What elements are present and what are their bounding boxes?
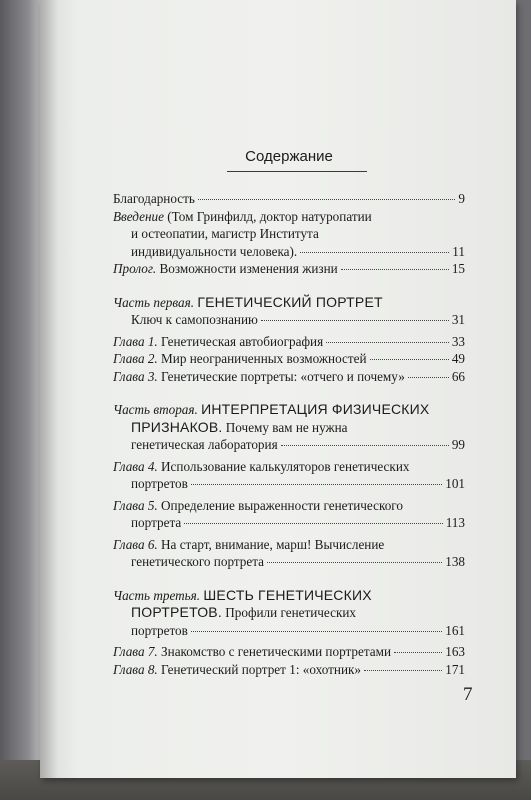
entry-page: 66 xyxy=(451,368,465,384)
entry-page: 161 xyxy=(445,622,465,638)
leader-dots xyxy=(267,562,442,563)
toc-part-3 xyxy=(113,587,465,605)
entry-text: Почему вам не нужна xyxy=(225,419,348,435)
leader-dots xyxy=(300,252,449,253)
entry-page: 11 xyxy=(452,243,465,259)
entry-page: 33 xyxy=(451,333,465,349)
toc-entry-ch4-end xyxy=(113,475,465,493)
leader-dots xyxy=(191,631,442,632)
leader-dots xyxy=(364,670,442,671)
entry-label: Глава 8. xyxy=(113,661,158,677)
entry-label: Глава 4. xyxy=(113,458,158,474)
toc-entry-ch5 xyxy=(113,497,465,515)
entry-page: 163 xyxy=(445,644,465,659)
part-title: ИНТЕРПРЕТАЦИЯ ФИЗИЧЕСКИХ xyxy=(201,401,430,417)
entry-text: генетического портрета xyxy=(131,554,265,569)
entry-page: 49 xyxy=(451,351,465,366)
toc-entry-ch5-end xyxy=(113,514,465,532)
entry-text: Генетический портрет 1: «охотник» xyxy=(161,661,362,677)
entry-page: 99 xyxy=(451,437,465,452)
leader-dots xyxy=(408,377,449,378)
leader-dots xyxy=(394,652,442,653)
entry-page: 31 xyxy=(451,312,465,327)
part-title: ШЕСТЬ ГЕНЕТИЧЕСКИХ xyxy=(203,586,372,603)
part-label: Часть первая. xyxy=(113,294,195,310)
entry-text: Возможности изменения жизни xyxy=(159,261,338,276)
entry-page: 138 xyxy=(445,554,465,569)
entry-text: На старт, внимание, марш! Вычисление xyxy=(161,536,385,552)
entry-label: Благодарность xyxy=(113,191,195,206)
entry-text: Ключ к самопознанию xyxy=(131,312,258,327)
entry-text: Генетические портреты: «отчего и почему» xyxy=(161,368,405,384)
toc-entry-ch7 xyxy=(113,643,465,661)
entry-label: Глава 3. xyxy=(113,368,158,384)
spine-shadow xyxy=(40,0,58,778)
toc-entry-intro-end xyxy=(113,243,465,261)
toc-entry-ch8 xyxy=(113,661,465,679)
entry-label: Глава 2. xyxy=(113,351,158,366)
entry-text: генетическая лаборатория xyxy=(131,437,278,452)
toc-entry-ch3 xyxy=(113,368,465,386)
leader-dots xyxy=(191,484,442,485)
entry-text: портретов xyxy=(131,476,188,491)
toc-part-2 xyxy=(113,401,465,419)
leader-dots xyxy=(261,320,449,321)
part-title: ГЕНЕТИЧЕСКИЙ ПОРТРЕТ xyxy=(197,293,383,310)
table-of-contents xyxy=(113,148,465,678)
entry-text: Определение выраженности генетического xyxy=(161,497,403,513)
entry-label: Введение xyxy=(113,208,164,224)
toc-part-2-line3 xyxy=(113,436,465,454)
leader-dots xyxy=(326,342,449,343)
entry-label: Глава 1. xyxy=(113,333,158,349)
entry-page: 9 xyxy=(458,191,465,206)
desk-surface-left xyxy=(0,0,40,800)
entry-page: 101 xyxy=(445,476,465,491)
entry-text: (Том Гринфилд, доктор натуропатии xyxy=(167,208,372,224)
toc-entry-intro xyxy=(113,208,465,226)
toc-entry-ch6 xyxy=(113,536,465,554)
entry-text: Мир неограниченных возможностей xyxy=(161,351,367,366)
entry-page: 113 xyxy=(445,515,465,530)
leader-dots xyxy=(184,523,442,524)
leader-dots xyxy=(370,359,449,360)
entry-text: портретов xyxy=(131,622,188,638)
entry-text: портрета xyxy=(131,515,182,530)
leader-dots xyxy=(281,445,449,446)
toc-entry-ch2 xyxy=(113,350,465,368)
entry-text: Использование калькуляторов генетических xyxy=(161,458,410,474)
toc-part-1 xyxy=(113,294,465,312)
part-title-cont: ПРИЗНАКОВ. xyxy=(131,418,223,435)
entry-text: Знакомство с генетическими портретами xyxy=(161,644,392,659)
leader-dots xyxy=(198,199,456,200)
page-number: 7 xyxy=(463,684,473,705)
part-label: Часть вторая. xyxy=(113,402,198,417)
toc-entry-ch6-end xyxy=(113,553,465,571)
entry-page: 15 xyxy=(451,261,465,276)
entry-text: индивидуальности человека). xyxy=(131,243,298,259)
entry-text: Профили генетических xyxy=(225,605,357,620)
heading-rule xyxy=(227,171,367,172)
part-title-cont: ПОРТРЕТОВ. xyxy=(131,604,222,620)
entry-label: Глава 5. xyxy=(113,497,158,513)
entry-page: 171 xyxy=(445,661,465,677)
entry-label: Пролог. xyxy=(113,261,157,276)
toc-heading: Содержание xyxy=(245,148,333,165)
entry-text: Генетическая автобиография xyxy=(161,333,324,349)
toc-part-1-sub xyxy=(113,311,465,329)
toc-entry-ch4 xyxy=(113,458,465,476)
toc-part-3-line3 xyxy=(113,622,465,640)
entry-label: Глава 6. xyxy=(113,536,158,552)
toc-entry-prologue xyxy=(113,260,465,278)
toc-entry-thanks xyxy=(113,190,465,208)
entry-text-line: и остеопатии, магистр Института xyxy=(131,226,319,241)
entry-label: Глава 7. xyxy=(113,644,158,659)
toc-part-2-line2 xyxy=(113,419,465,437)
leader-dots xyxy=(341,269,449,270)
toc-entry-ch1 xyxy=(113,333,465,351)
toc-part-3-line2 xyxy=(113,604,465,622)
part-label: Часть третья. xyxy=(113,587,201,603)
